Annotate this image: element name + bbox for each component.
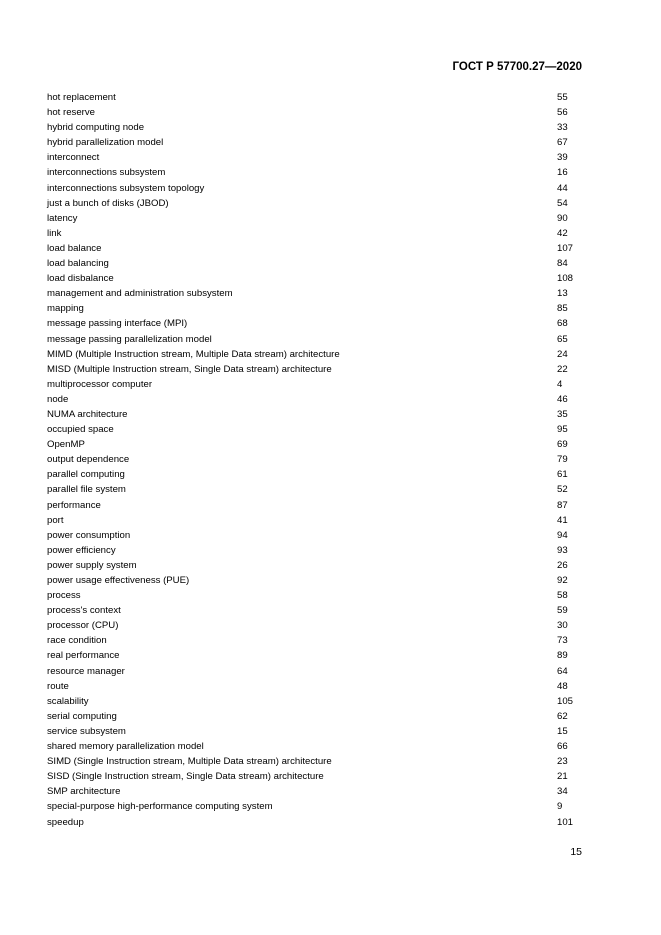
index-entry	[47, 256, 587, 271]
index-page-ref: 39	[557, 152, 568, 164]
index-page-ref: 92	[557, 575, 568, 586]
index-term: output dependence	[47, 454, 130, 466]
index-term: MIMD (Multiple Instruction stream, Multiple Data stream) architecture	[47, 348, 340, 360]
index-entry	[47, 679, 587, 694]
index-term: service subsystem	[47, 725, 126, 737]
index-page-ref: 67	[557, 137, 568, 149]
index-term: parallel file system	[47, 484, 126, 496]
index-entry	[47, 347, 587, 362]
index-term: MISD (Multiple Instruction stream, Single Data stream) architecture	[47, 363, 332, 375]
index-entry	[47, 286, 587, 301]
index-term: shared memory parallelization model	[47, 741, 204, 753]
index-page-ref: 23	[557, 756, 568, 768]
index-term: SISD (Single Instruction stream, Single Data stream) architecture	[47, 771, 324, 783]
index-term: hot reserve	[47, 107, 95, 119]
index-term: just a bunch of disks (JBOD)	[47, 197, 169, 209]
index-entry	[47, 784, 587, 799]
index-entry	[47, 377, 587, 392]
index-page-ref: 4	[557, 378, 563, 390]
index-page-ref: 24	[557, 348, 568, 360]
index-page-ref: 16	[557, 167, 568, 179]
index-entry	[47, 694, 587, 709]
index-entry	[47, 362, 587, 377]
page-number: 15	[570, 846, 582, 858]
index-entry	[47, 664, 587, 679]
index-term: speedup	[47, 816, 84, 828]
index-page-ref: 89	[557, 650, 568, 662]
index-page-ref: 41	[557, 514, 568, 526]
index-term: mapping	[47, 303, 84, 315]
index-entry	[47, 558, 587, 573]
index-entry	[47, 815, 587, 830]
index-page-ref: 55	[557, 92, 568, 103]
index-entry	[47, 482, 587, 497]
index-term: power supply system	[47, 559, 137, 571]
document-header: ГОСТ Р 57700.27—2020	[452, 61, 582, 73]
index-entry	[47, 150, 587, 165]
index-page-ref: 90	[557, 212, 568, 224]
index-entry	[47, 498, 587, 513]
index-term: OpenMP	[47, 439, 85, 451]
index-page-ref: 66	[557, 741, 568, 753]
index-entry	[47, 573, 587, 588]
index-entry	[47, 648, 587, 663]
index-term: process	[47, 590, 81, 602]
index-entry	[47, 301, 587, 316]
index-term: port	[47, 514, 64, 526]
index-page-ref: 105	[557, 695, 574, 707]
index-page-ref: 48	[557, 680, 568, 692]
index-term: parallel computing	[47, 469, 125, 481]
index-entry	[47, 211, 587, 226]
index-page-ref: 21	[557, 771, 568, 783]
index-entry	[47, 799, 587, 814]
index-term: interconnections subsystem topology	[47, 182, 205, 194]
index-page-ref: 59	[557, 605, 568, 617]
index-entry	[47, 437, 587, 452]
index-entry	[47, 633, 587, 648]
index-term: race condition	[47, 635, 107, 647]
index-term: NUMA architecture	[47, 408, 128, 420]
index-page-ref: 15	[557, 725, 568, 737]
index-entry	[47, 316, 587, 331]
index-page-ref: 73	[557, 635, 568, 647]
index-term: interconnect	[47, 152, 100, 164]
index-page-ref: 69	[557, 439, 568, 451]
index-page-ref: 68	[557, 318, 568, 330]
index-page-ref: 46	[557, 393, 568, 405]
index-page-ref: 87	[557, 499, 568, 511]
index-page-ref: 33	[557, 122, 568, 134]
index-term: serial computing	[47, 710, 117, 722]
index-term: occupied space	[47, 424, 114, 436]
index-page-ref: 44	[557, 182, 568, 194]
index-entry	[47, 513, 587, 528]
index-term: load disbalance	[47, 273, 114, 285]
index-entry	[47, 754, 587, 769]
index-term: SMP architecture	[47, 786, 121, 798]
index-term: real performance	[47, 650, 120, 662]
index-entry	[47, 422, 587, 437]
index-page-ref: 30	[557, 620, 568, 632]
index-entry	[47, 105, 587, 120]
index-term: resource manager	[47, 665, 125, 677]
index-page-ref: 62	[557, 710, 568, 722]
index-term: management and administration subsystem	[47, 288, 233, 300]
index-term: load balance	[47, 242, 102, 254]
index-entry	[47, 226, 587, 241]
index-term: node	[47, 393, 69, 405]
index-entry	[47, 724, 587, 739]
index-page-ref: 9	[557, 801, 563, 813]
index-page-ref: 101	[557, 816, 574, 828]
index-term: message passing interface (MPI)	[47, 318, 188, 330]
index-page-ref: 61	[557, 469, 568, 481]
index-entry	[47, 769, 587, 784]
index-page-ref: 107	[557, 242, 574, 254]
index-term: latency	[47, 212, 78, 224]
index-term: load balancing	[47, 258, 109, 270]
index-page-ref: 13	[557, 288, 568, 300]
index-term: message passing parallelization model	[47, 333, 212, 345]
index-entry	[47, 271, 587, 286]
index-term: link	[47, 227, 62, 239]
index-entry	[47, 739, 587, 754]
index-term: power usage effectiveness (PUE)	[47, 575, 190, 586]
index-page-ref: 42	[557, 227, 568, 239]
index-entry	[47, 135, 587, 150]
index-term: interconnections subsystem	[47, 167, 166, 179]
index-entry	[47, 90, 587, 105]
index-term: special-purpose high-performance computing system	[47, 801, 273, 813]
index-page-ref: 54	[557, 197, 568, 209]
index-term: hot replacement	[47, 92, 116, 103]
index-page-ref: 95	[557, 424, 568, 436]
index-term: multiprocessor computer	[47, 378, 153, 390]
index-page-ref: 64	[557, 665, 568, 677]
index-entry	[47, 618, 587, 633]
index-entry	[47, 392, 587, 407]
index-entry	[47, 332, 587, 347]
index-page-ref: 56	[557, 107, 568, 119]
index-term: power consumption	[47, 529, 131, 541]
index-entry	[47, 407, 587, 422]
index-page-ref: 84	[557, 258, 568, 270]
index-page-ref: 52	[557, 484, 568, 496]
index-entry	[47, 603, 587, 618]
index-term: SIMD (Single Instruction stream, Multiple Data stream) architecture	[47, 756, 332, 768]
index-entry	[47, 241, 587, 256]
index-entry	[47, 452, 587, 467]
index-entry	[47, 467, 587, 482]
index-page-ref: 85	[557, 303, 568, 315]
index-page-ref: 65	[557, 333, 568, 345]
index-entry	[47, 528, 587, 543]
index-term: processor (CPU)	[47, 620, 119, 632]
index-page-ref: 58	[557, 590, 568, 602]
index-term: scalability	[47, 695, 89, 707]
index-term: performance	[47, 499, 101, 511]
index-entry	[47, 709, 587, 724]
index-list	[47, 90, 587, 830]
index-page-ref: 93	[557, 544, 568, 556]
index-entry	[47, 120, 587, 135]
index-page-ref: 34	[557, 786, 568, 798]
index-term: hybrid computing node	[47, 122, 145, 134]
index-page-ref: 22	[557, 363, 568, 375]
index-page-ref: 35	[557, 408, 568, 420]
index-page-ref: 108	[557, 273, 574, 285]
index-entry	[47, 196, 587, 211]
index-entry	[47, 588, 587, 603]
index-term: power efficiency	[47, 544, 116, 556]
index-page-ref: 94	[557, 529, 568, 541]
index-term: hybrid parallelization model	[47, 137, 164, 149]
index-term: route	[47, 680, 69, 692]
index-entry	[47, 181, 587, 196]
index-entry	[47, 543, 587, 558]
index-term: process's context	[47, 605, 121, 617]
index-page-ref: 79	[557, 454, 568, 466]
index-page-ref: 26	[557, 559, 568, 571]
index-entry	[47, 165, 587, 180]
